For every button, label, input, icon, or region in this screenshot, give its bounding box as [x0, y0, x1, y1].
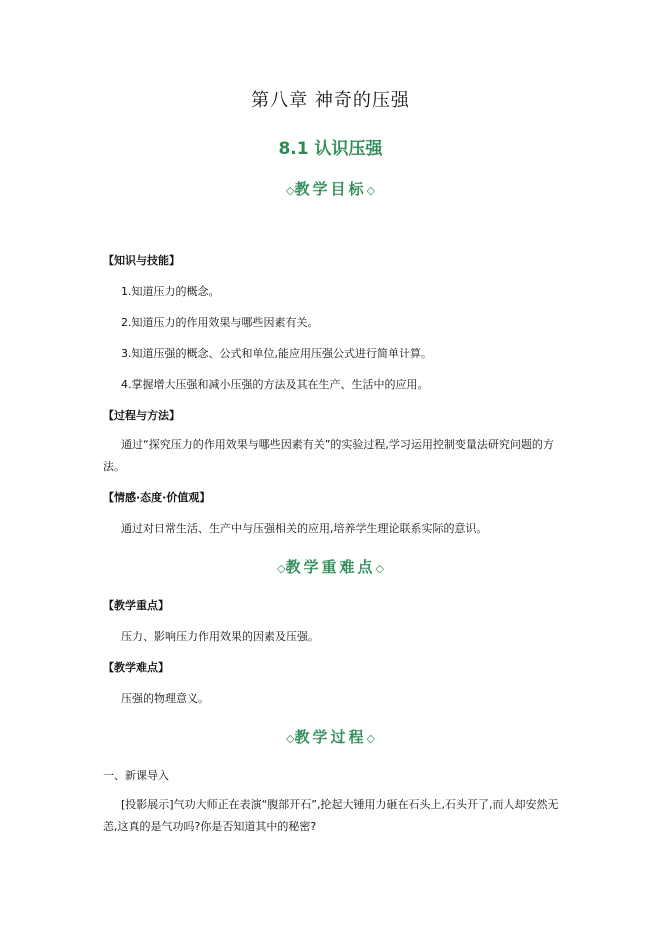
chapter-title: 第八章 神奇的压强: [251, 90, 410, 111]
banner-process-text: 教学过程: [294, 728, 367, 746]
knowledge-item-1: 1.知道压力的概念。: [121, 285, 220, 298]
knowledge-item-2: 2.知道压力的作用效果与哪些因素有关。: [121, 316, 319, 329]
focus-text: 压力、影响压力作用效果的因素及压强。: [121, 630, 319, 643]
intro-heading: 一、新课导入: [103, 769, 169, 782]
banner-key-points-text: 教学重难点: [285, 558, 376, 576]
banner-process: [0, 726, 661, 747]
emotion-text: 通过对日常生活、生产中与压强相关的应用,培养学生理论联系实际的意识。: [121, 522, 488, 535]
diamond-icon: ◇: [366, 184, 375, 197]
knowledge-label: 【知识与技能】: [103, 254, 180, 267]
intro-text: [投影展示]气功大师正在表演“腹部开石”,抡起大锤用力砸在石头上,石头开了,而人却安然无恙,这真的是气功吗?你是否知道其中的秘密?: [103, 798, 559, 833]
banner-objectives: [0, 178, 661, 199]
knowledge-item-3: 3.知道压强的概念、公式和单位,能应用压强公式进行简单计算。: [121, 347, 432, 360]
diamond-icon: ◇: [375, 562, 384, 575]
process-method-text: 通过“探究压力的作用效果与哪些因素有关”的实验过程,学习运用控制变量法研究问题的方法。: [103, 438, 554, 473]
diamond-icon: ◇: [286, 184, 295, 197]
emotion-label: 【情感·态度·价值观】: [103, 491, 211, 504]
knowledge-item-4: 4.掌握增大压强和减小压强的方法及其在生产、生活中的应用。: [121, 378, 429, 391]
diamond-icon: ◇: [277, 562, 286, 575]
section-title: 8.1 认识压强: [278, 139, 383, 159]
banner-key-points: [0, 556, 661, 577]
difficulty-text: 压强的物理意义。: [121, 692, 209, 705]
focus-label: 【教学重点】: [103, 599, 169, 612]
process-method-label: 【过程与方法】: [103, 409, 180, 422]
difficulty-label: 【教学难点】: [103, 661, 169, 674]
banner-objectives-text: 教学目标: [294, 180, 367, 198]
diamond-icon: ◇: [286, 732, 295, 745]
diamond-icon: ◇: [366, 732, 375, 745]
